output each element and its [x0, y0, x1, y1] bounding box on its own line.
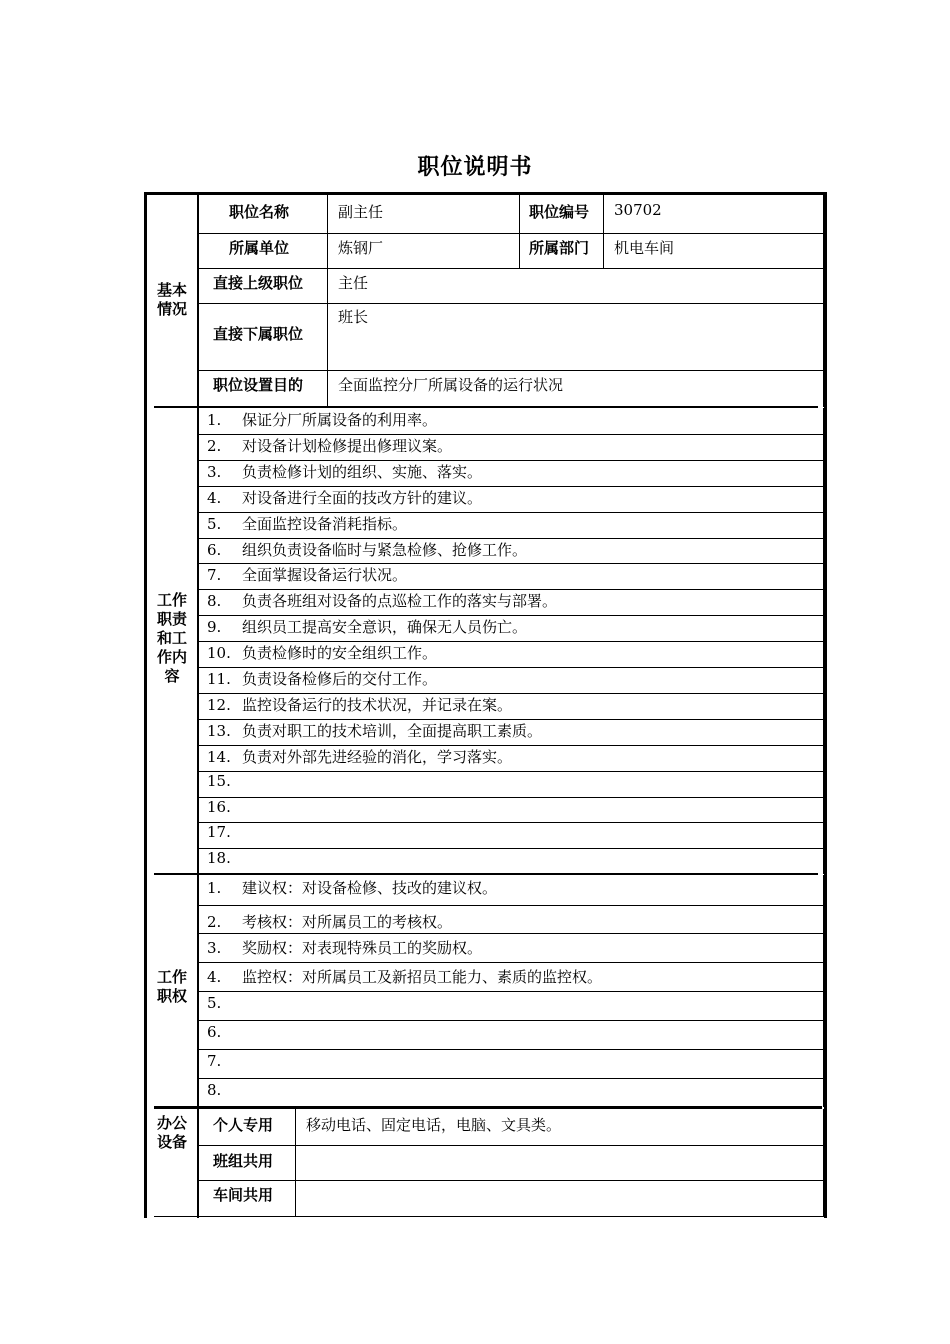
row-divider: [198, 933, 823, 934]
item-number: 3.: [207, 463, 222, 481]
item-text: 保证分厂所属设备的利用率。: [242, 411, 438, 429]
list-item: [207, 590, 557, 611]
row-divider: [198, 233, 823, 234]
item-text: 考核权：对所属员工的考核权。: [242, 913, 453, 931]
subordinate-label: 直接下属职位: [213, 325, 304, 343]
item-text: 对设备计划检修提出修理议案。: [242, 437, 453, 455]
row-divider: [198, 1049, 823, 1050]
item-number: 14.: [207, 748, 231, 766]
item-text: 负责检修计划的组织、实施、落实。: [242, 463, 483, 481]
row-divider: [198, 962, 823, 963]
section-label-equipment: 办公 设备: [156, 1114, 187, 1151]
item-text: 全面掌握设备运行状况。: [242, 566, 408, 584]
item-number: 10.: [207, 644, 231, 662]
list-item: [207, 487, 482, 508]
workshop-shared-label: 车间共用: [213, 1186, 274, 1204]
list-item: [207, 823, 242, 841]
item-number: 9.: [207, 618, 222, 636]
department-label: 所属部门: [529, 239, 590, 257]
item-text: 负责检修时的安全组织工作。: [242, 644, 438, 662]
row-divider: [198, 486, 823, 487]
item-number: 13.: [207, 722, 231, 740]
row-divider: [198, 797, 823, 798]
item-number: 5.: [207, 515, 222, 533]
list-item: [207, 1052, 242, 1070]
list-item: [207, 720, 542, 741]
list-item: [207, 798, 242, 816]
item-text: 负责对外部先进经验的消化，学习落实。: [242, 748, 513, 766]
item-number: 15.: [207, 772, 231, 790]
position-name-value: 副主任: [338, 203, 384, 221]
item-text: 负责对职工的技术培训，全面提高职工素质。: [242, 722, 543, 740]
list-item: [207, 966, 602, 987]
row-divider: [198, 905, 823, 906]
row-divider: [154, 1216, 824, 1217]
list-item: [207, 435, 452, 456]
item-number: 16.: [207, 798, 231, 816]
item-number: 2.: [207, 913, 222, 931]
row-divider: [198, 434, 823, 435]
row-divider: [198, 693, 823, 694]
list-item: [207, 1081, 242, 1099]
item-number: 3.: [207, 939, 222, 957]
subordinate-value: 班长: [338, 308, 369, 326]
row-divider: [198, 1180, 823, 1181]
item-text: 全面监控设备消耗指标。: [242, 515, 408, 533]
row-divider: [198, 991, 823, 992]
list-item: [207, 937, 482, 958]
position-code-label: 职位编号: [529, 203, 590, 221]
row-divider: [198, 1145, 823, 1146]
item-number: 8.: [207, 1081, 222, 1099]
superior-value: 主任: [338, 274, 369, 292]
page-title: 职位说明书: [417, 155, 533, 180]
list-item: [207, 694, 512, 715]
item-text: 监控权：对所属员工及新招员工能力、素质的监控权。: [242, 968, 603, 986]
item-text: 负责各班组对设备的点巡检工作的落实与部署。: [242, 592, 558, 610]
item-text: 奖励权：对表现特殊员工的奖励权。: [242, 939, 483, 957]
row-divider: [198, 538, 823, 539]
row-divider: [198, 268, 823, 269]
section-label-basic: 基本 情况: [156, 281, 187, 318]
list-item: [207, 616, 527, 637]
item-text: 建议权：对设备检修、技改的建议权。: [242, 879, 498, 897]
item-number: 6.: [207, 541, 222, 559]
item-number: 2.: [207, 437, 222, 455]
section-label-duties: 工作 职责 和工 作内 容: [156, 591, 187, 685]
unit-label: 所属单位: [229, 239, 290, 257]
equipment-col-divider: [295, 1109, 296, 1217]
list-item: [207, 849, 242, 867]
row-divider: [198, 1020, 823, 1021]
item-number: 4.: [207, 489, 222, 507]
list-item: [207, 642, 437, 663]
section-label-authority: 工作 职权: [156, 968, 187, 1005]
item-number: 18.: [207, 849, 231, 867]
item-number: 17.: [207, 823, 231, 841]
equipment-right-border: [823, 1109, 824, 1217]
row-divider: [198, 370, 823, 371]
item-text: 组织员工提高安全意识，确保无人员伤亡。: [242, 618, 528, 636]
basic-col-divider: [603, 195, 604, 268]
row-divider: [198, 745, 823, 746]
item-number: 7.: [207, 566, 222, 584]
authority-right-border: [823, 875, 824, 1107]
row-divider: [198, 460, 823, 461]
list-item: [207, 409, 437, 430]
item-number: 4.: [207, 968, 222, 986]
basic-right-border: [823, 195, 824, 407]
list-item: [207, 772, 242, 790]
row-divider: [198, 563, 823, 564]
item-number: 1.: [207, 879, 222, 897]
position-code-value: 30702: [614, 201, 662, 219]
list-item: [207, 877, 497, 898]
item-text: 组织负责设备临时与紧急检修、抢修工作。: [242, 541, 528, 559]
list-item: [207, 513, 407, 534]
item-number: 8.: [207, 592, 222, 610]
row-divider: [198, 848, 823, 849]
item-text: 负责设备检修后的交付工作。: [242, 670, 438, 688]
team-shared-label: 班组共用: [213, 1152, 274, 1170]
row-divider: [198, 615, 823, 616]
list-item: [207, 668, 437, 689]
position-name-label: 职位名称: [229, 203, 290, 221]
item-number: 12.: [207, 696, 231, 714]
list-item: [207, 539, 527, 560]
list-item: [207, 994, 242, 1012]
purpose-label: 职位设置目的: [213, 376, 304, 394]
row-divider: [198, 303, 823, 304]
superior-label: 直接上级职位: [213, 274, 304, 292]
row-divider: [198, 771, 823, 772]
item-number: 7.: [207, 1052, 222, 1070]
duties-right-border: [823, 408, 824, 874]
basic-col-divider: [327, 195, 328, 407]
list-item: [207, 1023, 242, 1041]
item-number: 5.: [207, 994, 222, 1012]
item-number: 11.: [207, 670, 231, 688]
row-divider: [198, 589, 823, 590]
row-divider: [198, 512, 823, 513]
personal-use-label: 个人专用: [213, 1116, 274, 1134]
section-divider: [154, 406, 818, 408]
section-divider: [154, 1106, 822, 1109]
basic-col-divider: [519, 195, 520, 268]
row-divider: [198, 641, 823, 642]
purpose-value: 全面监控分厂所属设备的运行状况: [338, 376, 564, 394]
row-divider: [198, 667, 823, 668]
item-number: 1.: [207, 411, 222, 429]
label-column-border: [197, 195, 199, 1218]
list-item: [207, 746, 512, 767]
row-divider: [198, 1078, 823, 1079]
department-value: 机电车间: [614, 239, 675, 257]
row-divider: [198, 719, 823, 720]
item-number: 6.: [207, 1023, 222, 1041]
list-item: [207, 461, 482, 482]
personal-use-value: 移动电话、固定电话，电脑、文具类。: [306, 1116, 562, 1134]
unit-value: 炼钢厂: [338, 239, 384, 257]
list-item: [207, 564, 407, 585]
item-text: 监控设备运行的技术状况，并记录在案。: [242, 696, 513, 714]
section-divider: [154, 873, 818, 875]
item-text: 对设备进行全面的技改方针的建议。: [242, 489, 483, 507]
row-divider: [198, 822, 823, 823]
list-item: [207, 911, 452, 932]
